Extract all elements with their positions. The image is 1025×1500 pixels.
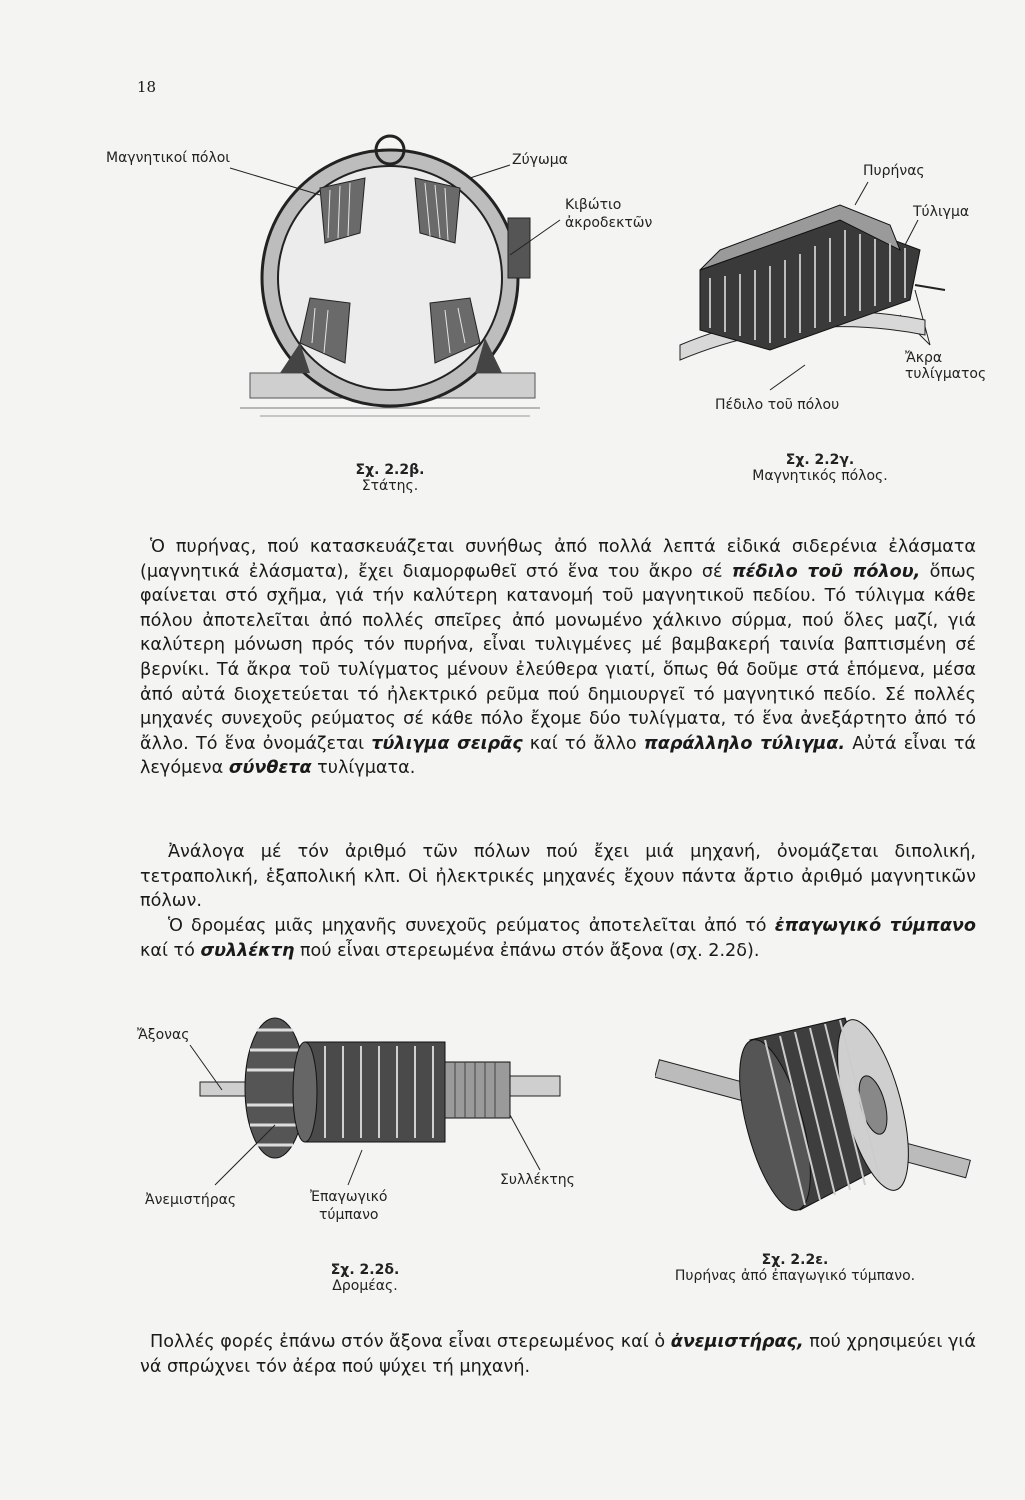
label-winding-ends-line2: τυλίγματος	[905, 366, 987, 382]
page-number: 18	[137, 78, 157, 96]
caption-pole	[740, 452, 900, 484]
text-run: τυλίγματα.	[311, 758, 416, 779]
caption-pole-number: Σχ. 2.2γ.	[785, 452, 855, 468]
label-core: Πυρήνας	[863, 163, 925, 179]
caption-rotor-number: Σχ. 2.2δ.	[330, 1262, 400, 1278]
label-armature-drum-line1: Ἐπαγωγικό	[310, 1189, 388, 1205]
term-parallel-winding: παράλληλο τύλιγμα.	[643, 733, 846, 754]
caption-stator-number: Σχ. 2.2β.	[355, 462, 425, 478]
text-run: Αὐτά εἶναι τά λεγόμενα	[140, 733, 977, 779]
caption-rotor-text: Δρομέας.	[332, 1278, 398, 1294]
term-commutator: συλλέκτη	[200, 940, 295, 961]
text-run: ὅπως φαίνεται στό σχῆμα, γιά τήν καλύτερη κατανομή τοῦ μαγνητικοῦ πεδίου. Τό τύλιγμα κάθε πόλου ἀποτελεῖται ἀπό πολλές σπεῖρες ἀπό μονωμένο χάλκινο σύρμα, πού ὅλες μαζί, γιά καλύτερη μόνωση πρός τόν πυρήνα, εἶναι τυλιγμένες μέ βαμβακερή ταινία βαπτισμένη σέ βερνίκι. Τά ἄκρα τοῦ τυλίγματος μένουν ἐλεύθερα γιατί, ὅπως θά δοῦμε στά ἑπόμενα, μέσα ἀπό αὐτά διοχετεύεται τό ἠλεκτρικό ρεῦμα πού δημιουργεῖ τό μαγνητικό πεδίο. Σέ πολλές μηχανές συνεχοῦς ρεύματος σέ κάθε πόλο ἔχομε δύο τυλίγματα, τό ἕνα ἀνεξάρτητο ἀπό τό ἄλλο. Τό ἕνα ὀνομάζεται	[140, 561, 977, 754]
caption-drum-core	[640, 1252, 950, 1284]
label-shaft: Ἄξονας	[137, 1027, 190, 1043]
text-run: Ὁ δρομέας μιᾶς μηχανῆς συνεχοῦς ρεύματος ἀποτελεῖται ἀπό τό	[168, 916, 775, 936]
label-armature-drum-line2: τύμπανο	[318, 1207, 379, 1223]
term-pole-shoe: πέδιλο τοῦ πόλου,	[731, 561, 921, 582]
caption-stator	[330, 462, 450, 494]
text-run: καί τό ἄλλο	[522, 733, 644, 754]
caption-drum-core-number: Σχ. 2.2ε.	[761, 1252, 829, 1268]
label-yoke: Ζύγωμα	[512, 152, 568, 168]
text-run: πού χρησιμεύει γιά νά σπρώχνει τόν ἀέρα πού ψύχει τή μηχανή.	[140, 1332, 976, 1377]
caption-stator-text: Στάτης.	[361, 478, 419, 494]
label-winding-ends	[905, 350, 986, 382]
label-terminal-box	[565, 196, 652, 232]
caption-rotor	[305, 1262, 425, 1294]
term-series-winding: τύλιγμα σειρᾶς	[371, 733, 523, 754]
label-armature-drum	[310, 1188, 387, 1224]
label-winding-ends-line1: Ἄκρα	[905, 350, 943, 366]
drum-core-illustration	[655, 1010, 975, 1240]
text-run: πού εἶναι στερεωμένα ἐπάνω στόν ἄξονα (σχ. 2.2δ).	[294, 940, 760, 961]
term-fan: ἀνεμιστήρας,	[670, 1332, 804, 1352]
text-run: Ὁ πυρήνας, πού κατασκευάζεται συνήθως ἀπό πολλά λεπτά εἰδικά σιδερένια ἐλάσματα (μαγνητικά ἐλάσματα), ἔχει διαμορφωθεῖ στό ἕνα του ἄκρο σέ	[140, 537, 976, 582]
caption-drum-core-text: Πυρήνας ἀπό ἐπαγωγικό τύμπανο.	[674, 1268, 916, 1284]
label-magnetic-poles: Μαγνητικοί πόλοι	[106, 150, 231, 166]
label-fan: Ἀνεμιστήρας	[145, 1192, 237, 1208]
paragraph-poles-count: Ἀνάλογα μέ τόν ἀριθμό τῶν πόλων πού ἔχει μιά μηχανή, ὀνομάζεται διπολική, τετραπολική, ἑξαπολική κλπ. Οἱ ἠλεκτρικές μηχανές ἔχουν πάντα ἄρτιο ἀριθμό μαγνητικῶν πόλων.	[140, 842, 976, 912]
term-compound: σύνθετα	[228, 758, 312, 779]
text-run: καί τό	[140, 940, 201, 961]
term-armature-drum: ἐπαγωγικό τύμπανο	[774, 916, 976, 936]
paragraph-rotor	[140, 914, 976, 963]
label-pole-shoe: Πέδιλο τοῦ πόλου	[715, 397, 840, 413]
paragraph-fan	[140, 1330, 976, 1379]
caption-pole-text: Μαγνητικός πόλος.	[752, 468, 888, 484]
label-terminal-box-line1: Κιβώτιο	[565, 197, 622, 213]
label-winding: Τύλιγμα	[913, 204, 970, 220]
text-run: Πολλές φορές ἐπάνω στόν ἄξονα εἶναι στερεωμένος καί ὁ	[150, 1332, 671, 1352]
label-terminal-box-line2: ἀκροδεκτῶν	[565, 215, 653, 231]
paragraph-core-description	[140, 535, 976, 781]
label-commutator: Συλλέκτης	[500, 1172, 575, 1188]
